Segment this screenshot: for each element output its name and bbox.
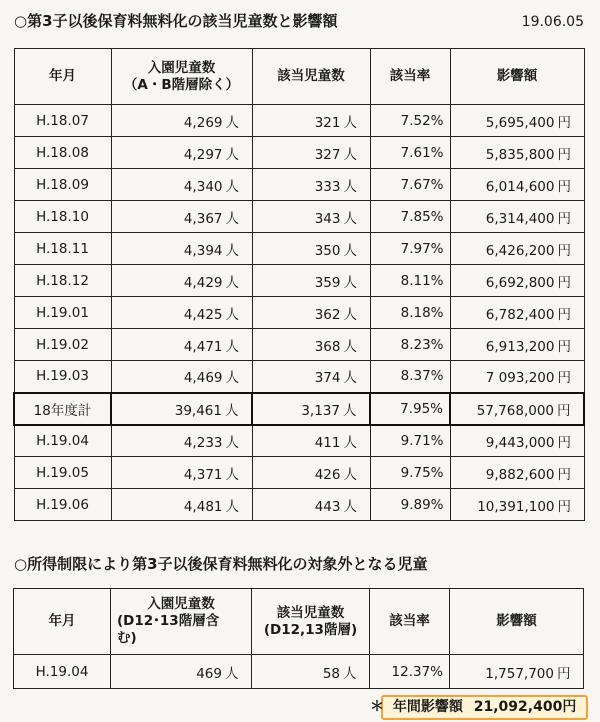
cell-impact <box>450 265 584 297</box>
page-title: ○第3子以後保育料無料化の該当児童数と影響額 <box>14 12 338 30</box>
cell-eligible <box>252 329 370 361</box>
unit-yen: 円 <box>557 306 571 323</box>
value: H.19.03 <box>36 368 89 385</box>
cell-impact <box>450 105 584 137</box>
value: 443 <box>314 498 341 515</box>
cell-eligible <box>252 655 370 689</box>
cell-eligible <box>252 105 370 137</box>
value: H.18.09 <box>36 176 89 193</box>
table-row <box>14 489 584 521</box>
value: 1,757,700 <box>485 665 554 682</box>
unit-person: 人 <box>343 274 357 291</box>
value: 4,481 <box>183 498 223 515</box>
unit-person: 人 <box>343 210 357 227</box>
cell-month <box>14 489 111 521</box>
header-impact: 影響額 <box>450 49 584 105</box>
value: 343 <box>314 210 341 227</box>
unit-person: 人 <box>343 242 357 259</box>
unit-person: 人 <box>343 338 357 355</box>
cell-month <box>14 457 111 489</box>
value: 374 <box>314 370 341 387</box>
cell-month <box>14 265 111 297</box>
unit-person: 人 <box>225 498 239 515</box>
value: 6,692,800 <box>485 274 555 291</box>
unit-yen: 円 <box>557 665 571 682</box>
value: 7 093,200 <box>485 370 555 387</box>
value: 39,461 <box>174 402 222 419</box>
cell-enrolled <box>111 169 252 201</box>
value: 7.95% <box>400 400 443 417</box>
cell-impact <box>450 655 584 689</box>
unit-person: 人 <box>225 434 239 451</box>
value: 8.37% <box>400 368 444 385</box>
unit-yen: 円 <box>557 402 571 419</box>
unit-person: 人 <box>225 466 239 483</box>
unit-yen: 円 <box>557 434 571 451</box>
value: 5,835,800 <box>485 146 555 163</box>
unit-yen: 円 <box>557 338 571 355</box>
unit-yen: 円 <box>557 274 571 291</box>
cell-enrolled <box>111 329 252 361</box>
value: 9,882,600 <box>485 466 555 483</box>
value: 411 <box>314 434 341 451</box>
header-month: 年月 <box>14 49 111 105</box>
value: 6,913,200 <box>485 338 555 355</box>
cell-eligible <box>252 201 370 233</box>
value: 321 <box>314 114 341 131</box>
cell-impact <box>450 169 584 201</box>
value: H.19.05 <box>36 464 89 481</box>
unit-person: 人 <box>343 146 357 163</box>
value: H.19.04 <box>36 432 89 449</box>
header2-enrolled-line3: む) <box>117 630 137 646</box>
unit-person: 人 <box>225 338 239 355</box>
table2-header-row <box>14 589 584 655</box>
value: 362 <box>314 306 341 323</box>
value: 9.75% <box>400 464 444 481</box>
cell-rate <box>370 425 450 457</box>
unit-person: 人 <box>225 665 239 682</box>
annual-impact-note <box>370 695 576 719</box>
cell-rate <box>370 137 450 169</box>
note-label: 年間影響額 <box>392 699 463 715</box>
value: 18年度計 <box>33 402 92 419</box>
value: 57,768,000 <box>476 402 554 419</box>
unit-person: 人 <box>343 665 357 682</box>
cell-enrolled <box>111 457 252 489</box>
value: 4,469 <box>183 370 223 387</box>
cell-month: H.19.04 <box>14 655 111 689</box>
cell-eligible <box>252 393 370 425</box>
header2-eligible-line2: (D12,13階層) <box>263 621 358 638</box>
value: 9,443,000 <box>485 434 555 451</box>
header2-enrolled <box>111 589 252 655</box>
cell-month <box>14 425 111 457</box>
section2-title: ○所得制限により第3子以後保育料無料化の対象外となる児童 <box>14 555 428 573</box>
value: 9.89% <box>400 496 444 513</box>
value: H.18.08 <box>36 144 89 161</box>
value: 327 <box>314 146 341 163</box>
cell-impact <box>450 137 584 169</box>
header-rate: 該当率 <box>370 49 450 105</box>
unit-yen: 円 <box>557 242 571 259</box>
cell-month <box>14 169 111 201</box>
value: H.18.12 <box>36 272 89 289</box>
cell-rate <box>370 297 450 329</box>
cell-impact <box>450 361 584 393</box>
cell-month <box>14 361 111 393</box>
unit-person: 人 <box>343 466 357 483</box>
unit-person: 人 <box>343 114 357 131</box>
cell-enrolled <box>111 393 252 425</box>
cell-impact <box>450 425 584 457</box>
value: 7.97% <box>400 240 444 257</box>
table-header-row <box>14 49 584 105</box>
value: 3,137 <box>301 402 340 419</box>
unit-yen: 円 <box>557 498 571 515</box>
cell-eligible <box>252 169 370 201</box>
unit-person: 人 <box>225 306 239 323</box>
value: 7.67% <box>400 176 444 193</box>
unit-person: 人 <box>343 306 357 323</box>
value: 4,425 <box>183 306 223 323</box>
cell-eligible <box>252 137 370 169</box>
cell-rate <box>370 361 450 393</box>
value: 426 <box>314 466 341 483</box>
table-row <box>14 425 584 457</box>
value: 6,014,600 <box>485 178 555 195</box>
value: 8.18% <box>400 304 444 321</box>
value: 8.23% <box>400 336 444 353</box>
table-row <box>14 233 584 265</box>
unit-yen: 円 <box>557 466 571 483</box>
cell-rate <box>370 169 450 201</box>
value: 333 <box>314 178 341 195</box>
unit-person: 人 <box>225 178 239 195</box>
value: 350 <box>314 242 341 259</box>
cell-impact <box>450 201 584 233</box>
value: 368 <box>314 338 341 355</box>
cell-rate <box>370 329 450 361</box>
table-row <box>14 361 584 393</box>
value: 4,340 <box>183 178 223 195</box>
cell-rate <box>370 393 450 425</box>
unit-person: 人 <box>225 402 239 419</box>
value: H.19.01 <box>36 304 89 321</box>
unit-yen: 円 <box>557 210 571 227</box>
cell-enrolled <box>111 297 252 329</box>
cell-enrolled <box>111 361 252 393</box>
value: 469 <box>196 665 222 682</box>
cell-impact <box>450 489 584 521</box>
unit-person: 人 <box>343 402 357 419</box>
value: H.18.10 <box>36 208 89 225</box>
header-eligible: 該当児童数 <box>252 49 370 105</box>
cell-rate <box>370 105 450 137</box>
value: 8.11% <box>400 272 444 289</box>
header2-enrolled-line2: (D12･13階層含 <box>117 613 220 629</box>
cell-enrolled <box>111 105 252 137</box>
cell-enrolled <box>111 265 252 297</box>
cell-eligible <box>252 457 370 489</box>
cell-month <box>14 297 111 329</box>
cell-rate: 12.37% <box>370 655 450 689</box>
unit-yen: 円 <box>557 114 571 131</box>
cell-enrolled <box>111 137 252 169</box>
value: 359 <box>314 274 341 291</box>
table-row <box>14 201 584 233</box>
cell-impact <box>450 329 584 361</box>
value: 7.85% <box>400 208 444 225</box>
value: 6,314,400 <box>485 210 555 227</box>
unit-person: 人 <box>225 146 239 163</box>
cell-impact <box>450 297 584 329</box>
impact-table <box>13 48 585 521</box>
header2-enrolled-line1: 入園児童数 <box>147 596 215 612</box>
cell-rate <box>370 489 450 521</box>
excluded-table <box>13 588 584 689</box>
cell-impact <box>450 233 584 265</box>
cell-enrolled <box>111 425 252 457</box>
unit-person: 人 <box>225 274 239 291</box>
unit-yen: 円 <box>557 146 571 163</box>
unit-person: 人 <box>225 370 239 387</box>
header-enrolled-line1: 入園児童数 <box>147 59 216 76</box>
cell-month <box>14 105 111 137</box>
table-row <box>14 169 584 201</box>
table2-row <box>14 655 584 689</box>
cell-enrolled <box>111 233 252 265</box>
cell-eligible <box>252 425 370 457</box>
value: 6,782,400 <box>485 306 555 323</box>
note-unit: 円 <box>562 699 577 715</box>
unit-person: 人 <box>343 434 357 451</box>
unit-person: 人 <box>343 498 357 515</box>
value: 4,269 <box>183 114 223 131</box>
unit-person: 人 <box>225 210 239 227</box>
value: 5,695,400 <box>485 114 555 131</box>
unit-yen: 円 <box>557 178 571 195</box>
cell-month <box>14 233 111 265</box>
cell-rate <box>370 201 450 233</box>
value: 6,426,200 <box>485 242 555 259</box>
value: 4,233 <box>183 434 223 451</box>
value: 10,391,100 <box>477 498 555 515</box>
cell-month <box>14 393 111 425</box>
value: 4,429 <box>183 274 223 291</box>
cell-rate <box>370 457 450 489</box>
table-total-row <box>14 393 584 425</box>
value: H.18.07 <box>36 112 89 129</box>
value: 7.61% <box>400 144 444 161</box>
table-row <box>14 137 584 169</box>
cell-rate <box>370 233 450 265</box>
value: 58 <box>322 665 340 682</box>
unit-person: 人 <box>225 242 239 259</box>
table-row <box>14 457 584 489</box>
value: H.18.11 <box>36 240 89 257</box>
value: H.19.06 <box>36 496 89 513</box>
note-prefix: ＊ <box>370 699 384 715</box>
table-row <box>14 265 584 297</box>
cell-impact <box>450 457 584 489</box>
table-row <box>14 329 584 361</box>
value: 4,371 <box>183 466 223 483</box>
unit-person: 人 <box>343 370 357 387</box>
cell-rate <box>370 265 450 297</box>
cell-eligible <box>252 233 370 265</box>
cell-month <box>14 329 111 361</box>
value: 4,297 <box>183 146 223 163</box>
cell-month <box>14 201 111 233</box>
header-enrolled <box>111 49 252 105</box>
header2-month: 年月 <box>14 589 111 655</box>
value: 4,394 <box>183 242 223 259</box>
value: 7.52% <box>400 112 444 129</box>
cell-enrolled <box>111 201 252 233</box>
value: 4,471 <box>183 338 223 355</box>
report-date: 19.06.05 <box>521 14 584 30</box>
header2-eligible <box>252 589 370 655</box>
header2-impact: 影響額 <box>450 589 584 655</box>
table-row <box>14 105 584 137</box>
header2-rate: 該当率 <box>370 589 450 655</box>
value: H.19.02 <box>36 336 89 353</box>
cell-eligible <box>252 361 370 393</box>
note-value: 21,092,400 <box>473 699 563 715</box>
unit-person: 人 <box>225 114 239 131</box>
table-row <box>14 297 584 329</box>
unit-person: 人 <box>343 178 357 195</box>
cell-eligible <box>252 297 370 329</box>
cell-eligible <box>252 489 370 521</box>
cell-eligible <box>252 265 370 297</box>
header-enrolled-line2: （A・B階層除く） <box>123 76 240 93</box>
header2-eligible-line1: 該当児童数 <box>276 604 345 621</box>
value: 9.71% <box>400 432 444 449</box>
cell-month <box>14 137 111 169</box>
cell-enrolled <box>111 489 252 521</box>
value: 4,367 <box>183 210 223 227</box>
cell-impact <box>450 393 584 425</box>
unit-yen: 円 <box>557 370 571 387</box>
cell-enrolled <box>111 655 252 689</box>
